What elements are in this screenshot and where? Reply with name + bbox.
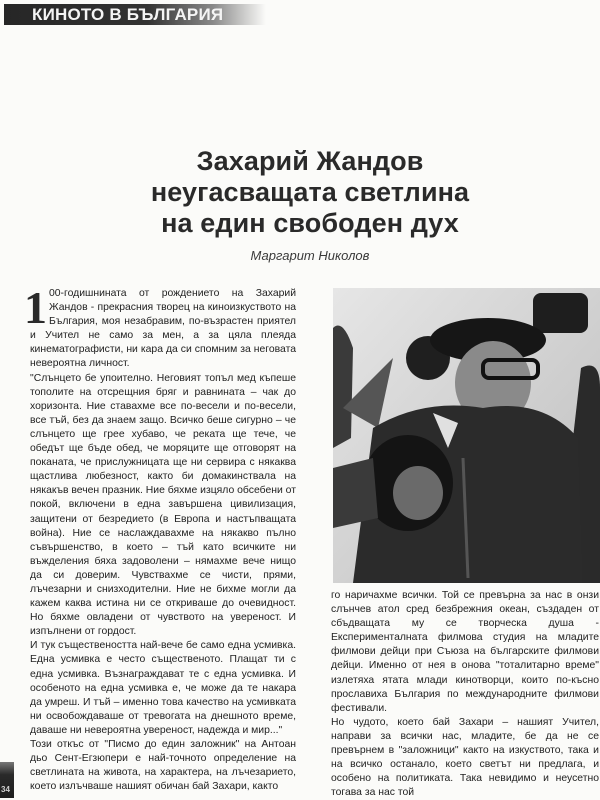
paragraph-text: 00-годишнината от рождението на Захарий Жандов - прекрасния творец на киноизкуството на България, моя незабравим, по-възрастен приятел и Учител не само за мен, а за цяла плеяда кинематографисти, ни кара да си спомним за неговата невероятна личност.: [30, 288, 296, 370]
page-number: 34: [1, 785, 10, 794]
paragraph: Но чудото, което бай Захари – нашият Учител, направи за всички нас, младите, бе да не се превърнем в "заложници" както на изкуството, така и на всичко останало, което светът ни предлага, и особено на политиката. Така невидимо и неусетно тогава за нас той: [331, 716, 599, 799]
drop-cap: 1: [24, 282, 47, 333]
page-number-tab: [0, 762, 14, 798]
paragraph: го наричахме всички. Той се превърна за нас в онзи слънчев атол сред безбрежния океан, създаден от сбъдващата му се творческа душа - Експерименталната филмова студия на младите филмови дейци при Съюза на българските филмови дейци. Именно от нея в онова "тоталитарно време" излетяха ятата млади кинотворци, които по-късно прославиха България по международните филмови фестивали.: [331, 590, 599, 714]
paragraph: Този откъс от "Писмо до един заложник" на Антоан дьо Сент-Егзюпери е най-точното определение на светлината на живота, на характера, на лъчезарието, което излъчваше нашият обичан бай Захари, както: [30, 739, 296, 793]
article-heading: [140, 146, 480, 263]
author-byline: Маргарит Николов: [250, 248, 370, 263]
section-header-bar: [4, 4, 266, 25]
section-label: КИНОТО В БЪЛГАРИЯ: [32, 5, 224, 24]
paragraph: "Слънцето бе упоително. Неговият топъл мед къпеше тополите на отсрещния бряг и равнината – чак до хоризонта. Ние ставахме все по-весели и по-весели, все тъй, без да знаем защо. Всичко беше сигурно – че слънцето ще грее хубаво, че реката ще тече, че обедът ще бъде обед, че моряците ще отговорят на поканата, че прислужницата ще ни сервира с някаква щастлива любезност, както би домакинствала на някакъв вечен празник. Ние бяхме изцяло обсебени от покой, включени в една завършена цивилизация, защитени от безредието (в Европа и настъпващата война). Ние се наслаждавахме на някакво пълно съвършенство, в което – тъй като всичките ни въжделения бяха задоволени – нямахме вече нищо да си доверим. Чувствахме се чисти, прями, лъчезарни и снизходителни. Ние не бихме могли да кажем каква истина ни се откриваше до очевидност. Но бяхме овладени от чувството на увереност. И изпълнени от гордост.: [30, 372, 296, 638]
photo-cameraman-icon: [333, 288, 600, 583]
title-line-1: Захарий Жандов: [196, 146, 424, 176]
article-column-right: [331, 589, 599, 800]
paragraph: И тук съществеността най-вече бе само една усмивка. Една усмивка е често същественото. Плащат ти с една усмивка. Възнаграждават те с една усмивка. И особеното на една усмивка е, че може да те накара да умреш. И тъй – именно това качество на усмивката ни освобождаваше от тревогата на днешното време, даваше ни невероятна увереност, надежда и мир...": [30, 640, 296, 736]
title-line-2: неугасващата светлина: [150, 177, 470, 207]
title-line-3: на един свободен дух: [161, 208, 459, 238]
article-photo: [333, 288, 600, 583]
article-column-left: [24, 282, 296, 794]
paragraph: [24, 282, 296, 372]
